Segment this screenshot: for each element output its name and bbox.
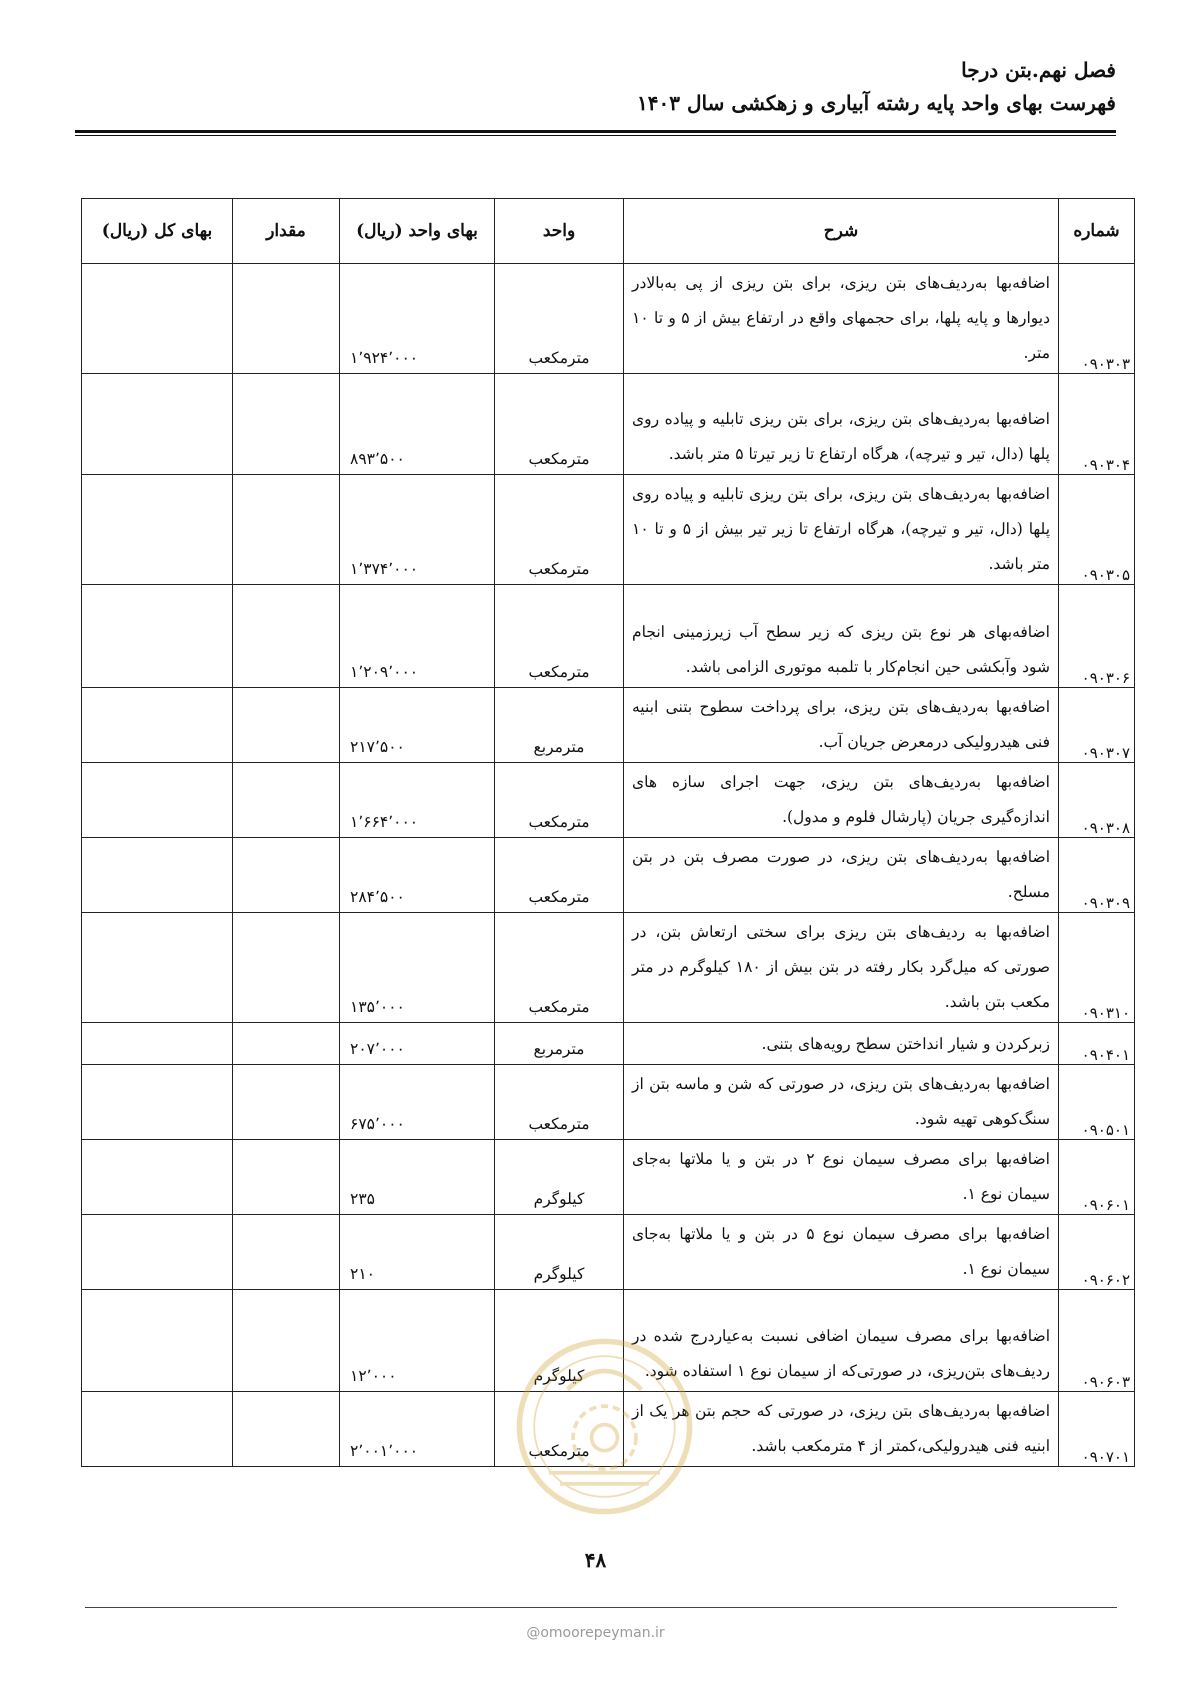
item-quantity bbox=[233, 1140, 340, 1215]
item-unit: مترمکعب bbox=[495, 913, 624, 1023]
table-row bbox=[82, 1023, 1135, 1065]
column-header-unit: واحد bbox=[495, 199, 624, 264]
item-unit-price: ۲۰۷٬۰۰۰ bbox=[340, 1023, 495, 1065]
column-header-quantity: مقدار bbox=[233, 199, 340, 264]
table-row bbox=[82, 688, 1135, 763]
item-quantity bbox=[233, 838, 340, 913]
page-header bbox=[637, 56, 1116, 118]
item-code: ۰۹۰۶۰۱ bbox=[1059, 1140, 1135, 1215]
item-unit: مترمکعب bbox=[495, 1065, 624, 1140]
item-quantity bbox=[233, 1290, 340, 1392]
item-code: ۰۹۰۳۰۶ bbox=[1059, 585, 1135, 688]
item-code: ۰۹۰۳۰۸ bbox=[1059, 763, 1135, 838]
item-unit: مترمکعب bbox=[495, 1392, 624, 1467]
item-total bbox=[82, 1215, 233, 1290]
item-quantity bbox=[233, 264, 340, 374]
item-unit: مترمکعب bbox=[495, 838, 624, 913]
table-row bbox=[82, 1065, 1135, 1140]
table-row bbox=[82, 374, 1135, 475]
item-quantity bbox=[233, 1215, 340, 1290]
item-description: اضافه‌بها به‌ردیف‌های بتن ریزی، برای بتن ریزی تابلیه و پیاده روی پلها (دال، تیر و تیرچه)، هرگاه ارتفاع تا زیر تیر بیش از ۵ و تا ۱۰ متر باشد. bbox=[624, 475, 1059, 585]
table-row bbox=[82, 585, 1135, 688]
item-total bbox=[82, 374, 233, 475]
item-unit: مترمربع bbox=[495, 688, 624, 763]
item-code: ۰۹۰۳۰۹ bbox=[1059, 838, 1135, 913]
item-description: اضافه‌بها به‌ردیف‌های بتن ریزی، در صورتی که حجم بتن هر یک از ابنیه فنی هیدرولیکی،کمتر از ۴ مترمکعب باشد. bbox=[624, 1392, 1059, 1467]
item-unit: مترمکعب bbox=[495, 264, 624, 374]
item-unit: مترمکعب bbox=[495, 585, 624, 688]
item-quantity bbox=[233, 1065, 340, 1140]
table-row bbox=[82, 763, 1135, 838]
header-rule-thin bbox=[75, 135, 1116, 136]
item-code: ۰۹۰۳۰۷ bbox=[1059, 688, 1135, 763]
item-total bbox=[82, 1392, 233, 1467]
item-code: ۰۹۰۳۰۴ bbox=[1059, 374, 1135, 475]
column-header-unit-price: بهای واحد (ریال) bbox=[340, 199, 495, 264]
item-total bbox=[82, 1290, 233, 1392]
item-description: اضافه‌بها برای مصرف سیمان اضافی نسبت به‌عیاردرج شده در ردیف‌های بتن‌ریزی، در صورتی‌که از سیمان نوع ۱ استفاده شود. bbox=[624, 1290, 1059, 1392]
table-row bbox=[82, 913, 1135, 1023]
item-total bbox=[82, 475, 233, 585]
item-code: ۰۹۰۶۰۳ bbox=[1059, 1290, 1135, 1392]
item-unit-price: ۱٬۳۷۴٬۰۰۰ bbox=[340, 475, 495, 585]
watermark-seal-icon bbox=[512, 1334, 697, 1519]
item-unit-price: ۶۷۵٬۰۰۰ bbox=[340, 1065, 495, 1140]
page-number: ۴۸ bbox=[584, 1548, 607, 1572]
item-description: اضافه‌بها به‌ردیف‌های بتن ریزی، در صورت مصرف بتن در بتن مسلح. bbox=[624, 838, 1059, 913]
item-unit: مترمربع bbox=[495, 1023, 624, 1065]
item-unit-price: ۱٬۹۲۴٬۰۰۰ bbox=[340, 264, 495, 374]
item-description: اضافه‌بهای هر نوع بتن ریزی که زیر سطح آب زیرزمینی انجام شود وآبکشی حین انجام‌کار با تلمبه موتوری الزامی باشد. bbox=[624, 585, 1059, 688]
column-header-description: شرح bbox=[624, 199, 1059, 264]
table-header-row bbox=[82, 199, 1135, 264]
item-unit-price: ۲٬۰۰۱٬۰۰۰ bbox=[340, 1392, 495, 1467]
item-total bbox=[82, 838, 233, 913]
item-description: زبرکردن و شیار انداختن سطح رویه‌های بتنی. bbox=[624, 1023, 1059, 1065]
item-description: اضافه‌بها به‌ردیف‌های بتن ریزی، در صورتی که شن و ماسه بتن از سنگ‌کوهی تهیه شود. bbox=[624, 1065, 1059, 1140]
item-code: ۰۹۰۳۱۰ bbox=[1059, 913, 1135, 1023]
price-list-table bbox=[81, 198, 1135, 1467]
item-unit-price: ۱٬۲۰۹٬۰۰۰ bbox=[340, 585, 495, 688]
footer-rule bbox=[85, 1607, 1117, 1608]
item-code: ۰۹۰۵۰۱ bbox=[1059, 1065, 1135, 1140]
item-unit: مترمکعب bbox=[495, 475, 624, 585]
item-quantity bbox=[233, 585, 340, 688]
item-unit-price: ۱۳۵٬۰۰۰ bbox=[340, 913, 495, 1023]
item-total bbox=[82, 688, 233, 763]
item-description: اضافه‌بها به‌ردیف‌های بتن ریزی، برای بتن ریزی از پی به‌بالادر دیوارها و پایه پلها، برای حجمهای واقع در ارتفاع بیش از ۵ و تا ۱۰ متر. bbox=[624, 264, 1059, 374]
item-quantity bbox=[233, 1023, 340, 1065]
item-total bbox=[82, 1023, 233, 1065]
table-row bbox=[82, 1215, 1135, 1290]
table-row bbox=[82, 838, 1135, 913]
item-total bbox=[82, 264, 233, 374]
item-quantity bbox=[233, 475, 340, 585]
item-unit: کیلوگرم bbox=[495, 1215, 624, 1290]
item-unit: مترمکعب bbox=[495, 374, 624, 475]
item-code: ۰۹۰۶۰۲ bbox=[1059, 1215, 1135, 1290]
item-description: اضافه‌بها به ردیف‌های بتن ریزی برای سختی ارتعاش بتن، در صورتی که میل‌گرد بکار رفته در بتن بیش از ۱۸۰ کیلوگرم در متر مکعب بتن باشد. bbox=[624, 913, 1059, 1023]
table-row bbox=[82, 1140, 1135, 1215]
item-unit-price: ۲۸۴٬۵۰۰ bbox=[340, 838, 495, 913]
item-description: اضافه‌بها برای مصرف سیمان نوع ۲ در بتن و یا ملاتها به‌جای سیمان نوع ۱. bbox=[624, 1140, 1059, 1215]
item-description: اضافه‌بها به‌ردیف‌های بتن ریزی، جهت اجرای سازه های اندازه‌گیری جریان (پارشال فلوم و مدول). bbox=[624, 763, 1059, 838]
item-description: اضافه‌بها به‌ردیف‌های بتن ریزی، برای بتن ریزی تابلیه و پیاده روی پلها (دال، تیر و تیرچه)، هرگاه ارتفاع تا زیر تیرتا ۵ متر باشد. bbox=[624, 374, 1059, 475]
chapter-title: فصل نهم.بتن درجا bbox=[961, 58, 1116, 82]
item-quantity bbox=[233, 763, 340, 838]
header-rule-thick bbox=[75, 130, 1116, 133]
item-code: ۰۹۰۳۰۳ bbox=[1059, 264, 1135, 374]
item-unit-price: ۸۹۳٬۵۰۰ bbox=[340, 374, 495, 475]
item-total bbox=[82, 763, 233, 838]
table-row bbox=[82, 264, 1135, 374]
table-row bbox=[82, 475, 1135, 585]
item-unit-price: ۲۳۵ bbox=[340, 1140, 495, 1215]
document-title: فهرست بهای واحد پایه رشته آبیاری و زهکشی سال ۱۴۰۳ bbox=[637, 91, 1116, 115]
item-description: اضافه‌بها برای مصرف سیمان نوع ۵ در بتن و یا ملاتها به‌جای سیمان نوع ۱. bbox=[624, 1215, 1059, 1290]
item-unit: مترمکعب bbox=[495, 763, 624, 838]
column-header-total: بهای کل (ریال) bbox=[82, 199, 233, 264]
website-watermark: @omoorepeyman.ir bbox=[526, 1625, 665, 1641]
item-quantity bbox=[233, 913, 340, 1023]
item-total bbox=[82, 1065, 233, 1140]
item-quantity bbox=[233, 1392, 340, 1467]
item-quantity bbox=[233, 374, 340, 475]
column-header-code: شماره bbox=[1059, 199, 1135, 264]
item-unit: کیلوگرم bbox=[495, 1140, 624, 1215]
item-total bbox=[82, 585, 233, 688]
item-unit-price: ۱٬۶۶۴٬۰۰۰ bbox=[340, 763, 495, 838]
item-code: ۰۹۰۴۰۱ bbox=[1059, 1023, 1135, 1065]
item-code: ۰۹۰۳۰۵ bbox=[1059, 475, 1135, 585]
item-total bbox=[82, 1140, 233, 1215]
item-unit-price: ۲۱۰ bbox=[340, 1215, 495, 1290]
item-description: اضافه‌بها به‌ردیف‌های بتن ریزی، برای پرداخت سطوح بتنی ابنیه فنی هیدرولیکی درمعرض جریان آب. bbox=[624, 688, 1059, 763]
item-code: ۰۹۰۷۰۱ bbox=[1059, 1392, 1135, 1467]
item-total bbox=[82, 913, 233, 1023]
item-unit-price: ۱۲٬۰۰۰ bbox=[340, 1290, 495, 1392]
item-unit-price: ۲۱۷٬۵۰۰ bbox=[340, 688, 495, 763]
item-unit: کیلوگرم bbox=[495, 1290, 624, 1392]
item-quantity bbox=[233, 688, 340, 763]
